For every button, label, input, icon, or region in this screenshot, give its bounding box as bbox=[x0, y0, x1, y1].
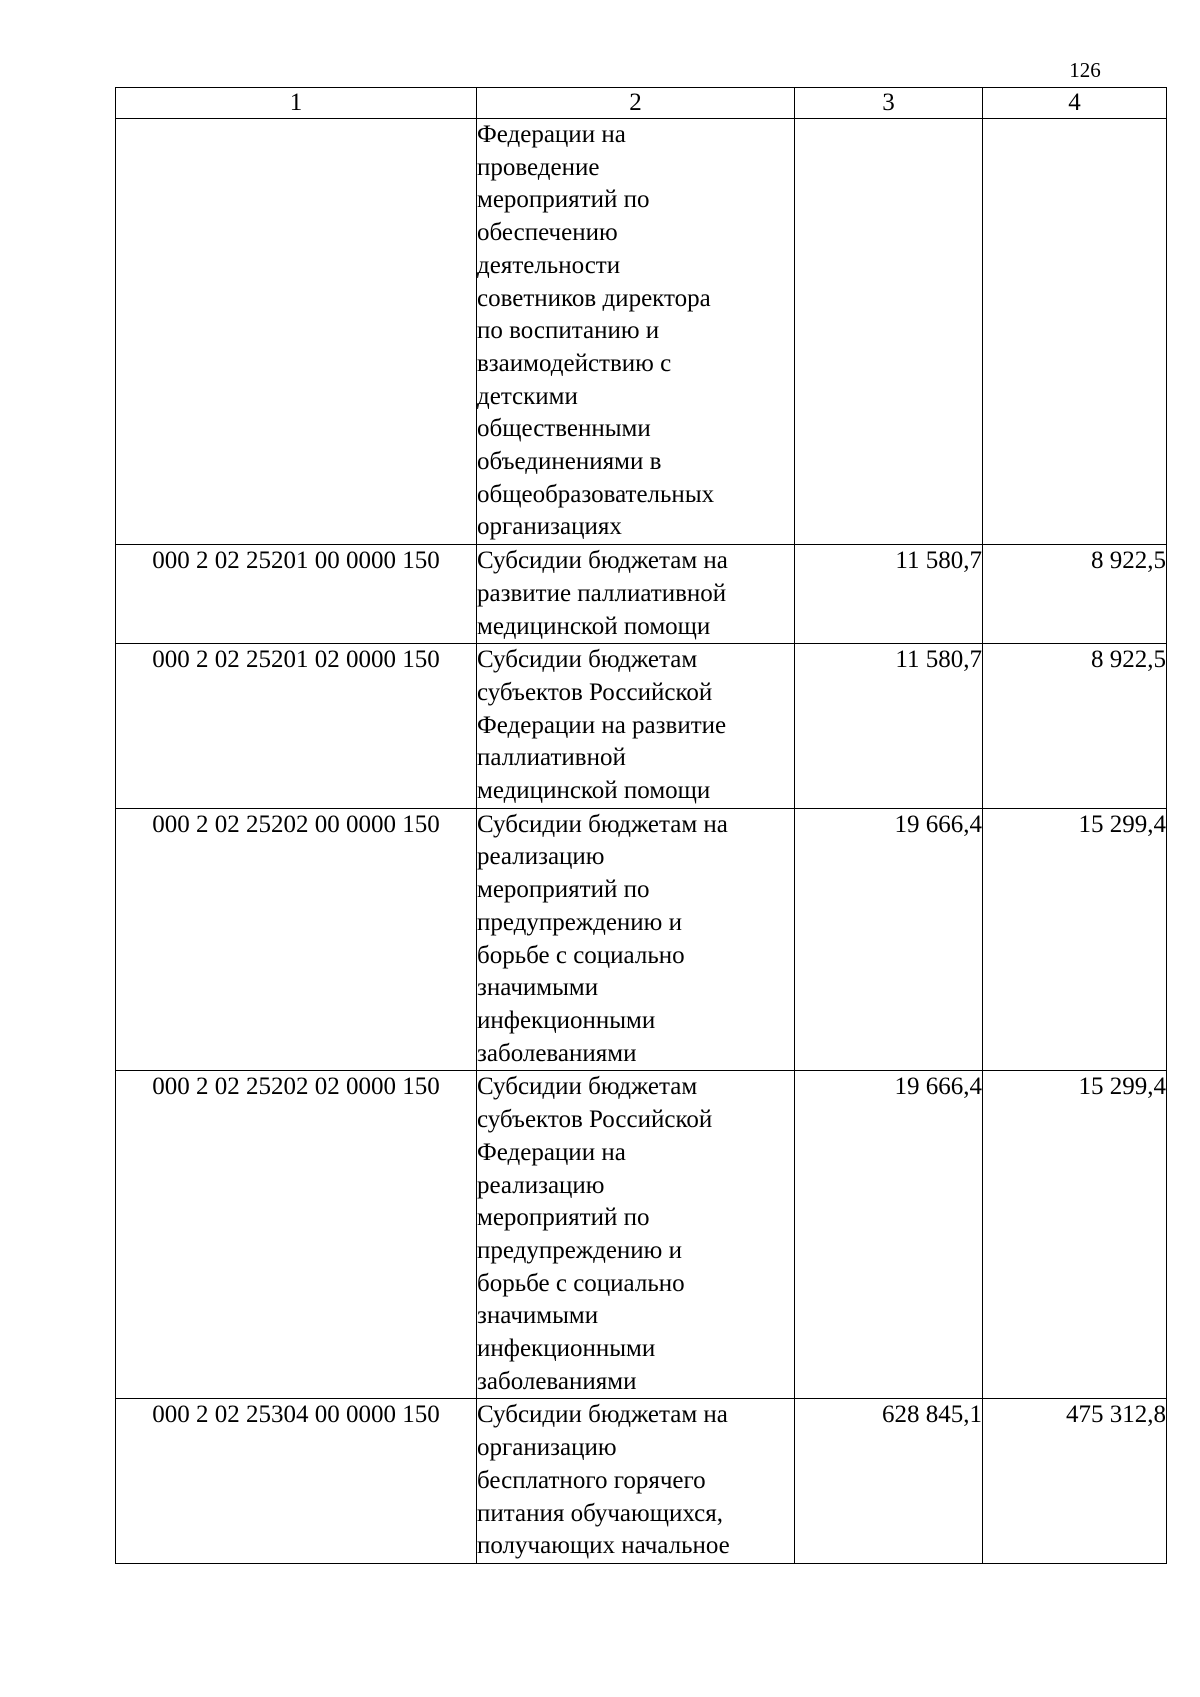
description-line: взаимодействию с bbox=[477, 349, 672, 377]
description-line: значимыми bbox=[477, 974, 599, 1002]
page-number: 126 bbox=[1069, 58, 1101, 82]
description-line: предупреждению и bbox=[477, 1236, 682, 1264]
column-header-1: 1 bbox=[116, 88, 477, 119]
column-header-3: 3 bbox=[795, 88, 983, 119]
description-line: медицинской помощи bbox=[477, 777, 711, 805]
description-cell bbox=[477, 808, 795, 1071]
description-line: мероприятий по bbox=[477, 186, 650, 214]
description-line: Федерации на bbox=[477, 121, 626, 148]
amount-col3-cell: 11 580,7 bbox=[795, 644, 983, 809]
amount-col3-cell: 19 666,4 bbox=[795, 1071, 983, 1399]
description-line: по воспитанию и bbox=[477, 317, 660, 345]
table-row bbox=[116, 644, 1167, 809]
table-body bbox=[116, 119, 1167, 1564]
budget-revenue-table bbox=[115, 87, 1167, 1564]
description-line: общеобразовательных bbox=[477, 480, 715, 508]
description-line: Субсидии бюджетам на bbox=[477, 547, 728, 575]
description-line: обеспечению bbox=[477, 219, 618, 247]
description-line: заболеваниями bbox=[477, 1039, 637, 1067]
description-line: заболеваниями bbox=[477, 1367, 637, 1395]
budget-code-cell bbox=[116, 119, 477, 545]
table-row bbox=[116, 1399, 1167, 1564]
table-row bbox=[116, 119, 1167, 545]
amount-col4-cell: 8 922,5 bbox=[983, 644, 1167, 809]
description-line: Субсидии бюджетам bbox=[477, 646, 698, 674]
description-line: инфекционными bbox=[477, 1006, 656, 1034]
description-line: организациях bbox=[477, 513, 622, 541]
amount-col3-cell bbox=[795, 119, 983, 545]
description-line: общественными bbox=[477, 415, 651, 443]
description-line: бесплатного горячего bbox=[477, 1466, 706, 1494]
description-line: деятельности bbox=[477, 251, 621, 279]
amount-col4-cell: 8 922,5 bbox=[983, 545, 1167, 644]
description-cell bbox=[477, 1071, 795, 1399]
description-line: питания обучающихся, bbox=[477, 1499, 723, 1527]
description-line: Федерации на bbox=[477, 1138, 626, 1166]
table-row bbox=[116, 545, 1167, 644]
description-line: мероприятий по bbox=[477, 1204, 650, 1232]
budget-code-cell: 000 2 02 25202 00 0000 150 bbox=[116, 808, 477, 1071]
description-line: проведение bbox=[477, 153, 600, 181]
table-row bbox=[116, 1071, 1167, 1399]
description-line: получающих начальное bbox=[477, 1532, 730, 1560]
column-header-4: 4 bbox=[983, 88, 1167, 119]
budget-code-cell: 000 2 02 25202 02 0000 150 bbox=[116, 1071, 477, 1399]
description-line: развитие паллиативной bbox=[477, 579, 727, 607]
amount-col3-cell: 19 666,4 bbox=[795, 808, 983, 1071]
description-line: борьбе с социально bbox=[477, 941, 685, 969]
column-number-header-row bbox=[116, 88, 1167, 119]
description-line: Федерации на развитие bbox=[477, 711, 727, 739]
table-row bbox=[116, 808, 1167, 1071]
description-line: реализацию bbox=[477, 843, 605, 871]
description-line: предупреждению и bbox=[477, 908, 682, 936]
description-line: объединениями в bbox=[477, 448, 662, 476]
description-line: реализацию bbox=[477, 1171, 605, 1199]
amount-col3-cell: 628 845,1 bbox=[795, 1399, 983, 1564]
description-line: медицинской помощи bbox=[477, 612, 711, 640]
description-line: субъектов Российской bbox=[477, 678, 713, 706]
description-line: Субсидии бюджетам на bbox=[477, 1401, 728, 1429]
description-line: советников директора bbox=[477, 284, 711, 312]
description-line: инфекционными bbox=[477, 1335, 656, 1363]
amount-col4-cell: 15 299,4 bbox=[983, 808, 1167, 1071]
budget-code-cell: 000 2 02 25201 00 0000 150 bbox=[116, 545, 477, 644]
description-line: мероприятий по bbox=[477, 876, 650, 904]
column-header-2: 2 bbox=[477, 88, 795, 119]
amount-col3-cell: 11 580,7 bbox=[795, 545, 983, 644]
description-line: организацию bbox=[477, 1434, 617, 1462]
description-cell bbox=[477, 119, 795, 545]
description-line: Субсидии бюджетам на bbox=[477, 810, 728, 838]
description-line: детскими bbox=[477, 382, 578, 410]
description-line: значимыми bbox=[477, 1302, 599, 1330]
description-line: субъектов Российской bbox=[477, 1106, 713, 1134]
amount-col4-cell: 475 312,8 bbox=[983, 1399, 1167, 1564]
description-line: паллиативной bbox=[477, 744, 626, 772]
budget-code-cell: 000 2 02 25201 02 0000 150 bbox=[116, 644, 477, 809]
budget-code-cell: 000 2 02 25304 00 0000 150 bbox=[116, 1399, 477, 1564]
amount-col4-cell bbox=[983, 119, 1167, 545]
description-cell bbox=[477, 644, 795, 809]
description-line: борьбе с социально bbox=[477, 1269, 685, 1297]
description-line: Субсидии бюджетам bbox=[477, 1073, 698, 1101]
amount-col4-cell: 15 299,4 bbox=[983, 1071, 1167, 1399]
description-cell bbox=[477, 1399, 795, 1564]
description-cell bbox=[477, 545, 795, 644]
